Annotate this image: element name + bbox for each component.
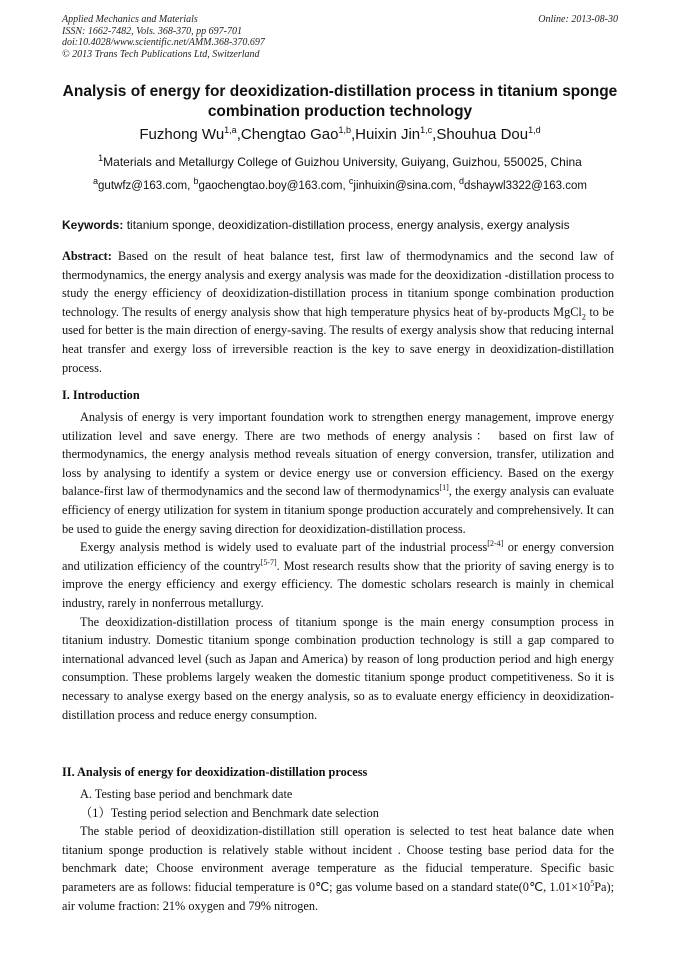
paragraph: The deoxidization-distillation process of titanium sponge is the main energy consumption process in titanium industry. Domestic titanium sponge combination production technology is still a gap compared to international advanced level (such as Japan and America) by reason of long production period and high energy consumption. These problems largely weaken the domestic titanium sponge product competitiveness. So it is necessary to analyse exergy based on the energy analysis, so as to evaluate energy efficiency in deoxidization-distillation process and reduce energy consumption.: [62, 614, 614, 722]
formula-mgcl2: MgCl$_2$: [553, 304, 586, 322]
author: Shouhua Dou$^{1,d}$: [436, 125, 541, 143]
email: dshaywl3322@163.com: [464, 180, 587, 192]
section-heading-introduction: I. Introduction: [62, 388, 140, 402]
affiliation: $^1$Materials and Metallurgy College of Guizhou University, Guiyang, Guizhou, 550025, China: [98, 153, 582, 169]
subsection-heading: A. Testing base period and benchmark date: [80, 787, 293, 801]
paragraph: The stable period of deoxidization-distillation still operation is selected to test heat balance date when titanium sponge production is relatively stable without incident . Choose testing base period data for the benchmark date; Choose environment average temperature as the fiducial temperature. Specific basic parameters are as follows: fiducial temperature is 0℃; gas volume based on a standard state(0℃, 1.01×10$^5$Pa); air volume fraction: 21% oxygen and 79% nitrogen.: [62, 824, 614, 913]
email: gutwfz@163.com: [98, 180, 188, 192]
paragraph: Exergy analysis method is widely used to evaluate part of the industrial process[2-4] or energy conversion and utilization efficiency of the country[5-7]. Most research results show that the priority of saving energy is to improve the energy efficiency and exergy efficiency. The domestic scholars research is mainly in chemical industry, rarely in nonferrous metallurgy.: [62, 539, 614, 610]
paper-title: Analysis of energy for deoxidization-distillation process in titanium sponge combination production technology: [62, 83, 618, 120]
author-list: [62, 126, 618, 144]
author: Huixin Jin$^{1,c}$,: [355, 125, 437, 143]
email: jinhuixin@sina.com: [353, 180, 453, 192]
keywords-label: Keywords:: [62, 218, 124, 232]
doi-line: doi:10.4028/www.scientific.net/AMM.368-370.697: [62, 37, 265, 48]
citation: [5-7]: [260, 557, 277, 567]
citation: [1]: [439, 483, 449, 493]
introduction-body: [62, 408, 614, 724]
analysis-body: [62, 785, 614, 915]
journal-header: [62, 14, 618, 60]
email: gaochengtao.boy@163.com: [198, 180, 343, 192]
section-heading-analysis: II. Analysis of energy for deoxidization-distillation process: [62, 765, 368, 779]
journal-name: Applied Mechanics and Materials: [62, 14, 198, 25]
citation: [2-4]: [487, 539, 504, 549]
abstract-label: Abstract:: [62, 249, 112, 263]
online-date: Online: 2013-08-30: [538, 14, 618, 25]
copyright-line: © 2013 Trans Tech Publications Ltd, Switzerland: [62, 48, 260, 60]
subsubsection-heading: （1）Testing period selection and Benchmark date selection: [80, 805, 379, 820]
author: Chengtao Gao$^{1,b}$,: [240, 125, 356, 143]
keywords-text: titanium sponge, deoxidization-distillation process, energy analysis, exergy analysis: [126, 218, 570, 232]
issn-line: ISSN: 1662-7482, Vols. 368-370, pp 697-701: [62, 25, 242, 37]
paragraph: Analysis of energy is very important foundation work to strengthen energy management, improve energy utilization level and save energy. There are two methods of energy analysis： based on first law of thermodynamics, the energy analysis method reveals situation of energy conversion, transfer, utilization and loss by analysing to identify a system or device energy use or conversion efficiency. Based on the exergy balance-first law of thermodynamics and the second law of thermodynamics[1], the exergy analysis can evaluate efficiency of energy utilization for system in titanium sponge production accurately and comprehensively. It can be used to guide the energy saving direction for deoxidization-distillation process.: [62, 410, 614, 536]
keywords: [62, 218, 618, 232]
author: Fuzhong Wu$^{1,a}$,: [139, 125, 241, 143]
email-list: $^a$gutwfz@163.com, $^b$gaochengtao.boy@163.com, $^c$jinhuixin@sina.com, $^d$dshaywl3322@163.com: [93, 176, 587, 192]
abstract: Abstract: Based on the result of heat balance test, first law of thermodynamics and the second law of thermodynamics, the energy analysis and exergy analysis was made for the deoxidization -distillation process to study the energy efficiency of deoxidization-distillation process in titanium sponge combination production technology. The results of energy analysis show that high temperature physics heat of by-products MgCl$_2$ to be used for better is the main direction of energy-saving. The results of exergy analysis show that reducing internal heat transfer and exergy loss of irreversible reaction is the key to save energy in deoxidization-distillation process.: [62, 249, 614, 375]
